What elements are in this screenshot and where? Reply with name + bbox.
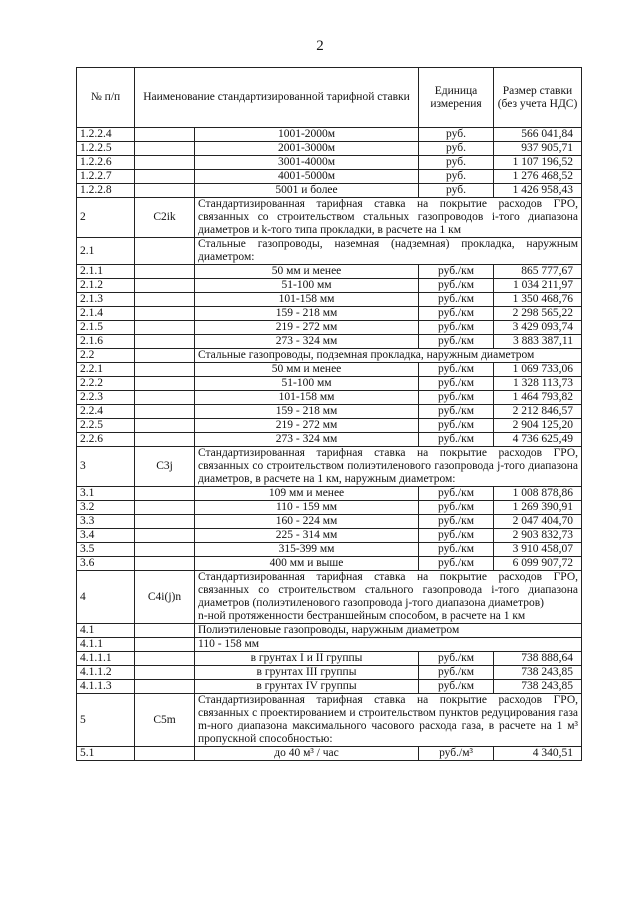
table-row (77, 279, 582, 293)
empty-code-cell (135, 652, 195, 666)
empty-code-cell (135, 279, 195, 293)
table-row (77, 363, 582, 377)
empty-code-cell (135, 128, 195, 142)
item-name: 2001-3000м (195, 142, 419, 156)
row-number: 2.1.1 (77, 265, 135, 279)
item-unit: руб./км (419, 487, 494, 501)
empty-code-cell (135, 238, 195, 265)
header-name: Наименование стандартизированной тарифной ставки (135, 68, 419, 128)
item-value: 937 905,71 (494, 142, 582, 156)
empty-code-cell (135, 363, 195, 377)
row-number: 2.2.5 (77, 419, 135, 433)
item-value: 3 910 458,07 (494, 543, 582, 557)
item-value: 1 034 211,97 (494, 279, 582, 293)
item-value: 2 298 565,22 (494, 307, 582, 321)
header-rate: Размер ставки (без учета НДС) (494, 68, 582, 128)
item-name: 5001 и более (195, 184, 419, 198)
table-row (77, 487, 582, 501)
table-row (77, 198, 582, 238)
item-value: 1 008 878,86 (494, 487, 582, 501)
item-name: в грунтах I и II группы (195, 652, 419, 666)
item-value: 566 041,84 (494, 128, 582, 142)
item-unit: руб./км (419, 377, 494, 391)
item-value: 4 340,51 (494, 747, 582, 761)
table-row (77, 680, 582, 694)
row-number: 1.2.2.6 (77, 156, 135, 170)
item-name: 225 - 314 мм (195, 529, 419, 543)
rate-code: C3j (135, 447, 195, 487)
row-number: 2.1 (77, 238, 135, 265)
item-unit: руб./м³ (419, 747, 494, 761)
item-name: 51-100 мм (195, 279, 419, 293)
row-number: 3.2 (77, 501, 135, 515)
item-unit: руб./км (419, 293, 494, 307)
table-row (77, 624, 582, 638)
item-name: 400 мм и выше (195, 557, 419, 571)
row-number: 3.1 (77, 487, 135, 501)
item-name: 159 - 218 мм (195, 307, 419, 321)
row-number: 2.2 (77, 349, 135, 363)
item-unit: руб./км (419, 335, 494, 349)
item-value: 4 736 625,49 (494, 433, 582, 447)
table-row (77, 747, 582, 761)
item-value: 1 107 196,52 (494, 156, 582, 170)
item-value: 2 212 846,57 (494, 405, 582, 419)
header-num: № п/п (77, 68, 135, 128)
item-value: 6 099 907,72 (494, 557, 582, 571)
row-number: 5.1 (77, 747, 135, 761)
item-name: 110 - 159 мм (195, 501, 419, 515)
row-number: 2.1.6 (77, 335, 135, 349)
row-number: 4.1.1 (77, 638, 135, 652)
empty-code-cell (135, 391, 195, 405)
empty-code-cell (135, 156, 195, 170)
row-number: 3 (77, 447, 135, 487)
table-row (77, 156, 582, 170)
rate-code: C2ik (135, 198, 195, 238)
table-row (77, 307, 582, 321)
item-unit: руб./км (419, 307, 494, 321)
item-unit: руб./км (419, 279, 494, 293)
empty-code-cell (135, 377, 195, 391)
row-number: 2.1.4 (77, 307, 135, 321)
row-number: 4.1 (77, 624, 135, 638)
rate-description (195, 571, 582, 624)
table-row (77, 293, 582, 307)
table-row (77, 349, 582, 363)
row-number: 2.1.5 (77, 321, 135, 335)
section-heading: Полиэтиленовые газопроводы, наружным диаметром (195, 624, 582, 638)
empty-code-cell (135, 293, 195, 307)
item-unit: руб./км (419, 501, 494, 515)
row-number: 2.1.3 (77, 293, 135, 307)
table-row (77, 184, 582, 198)
table-row (77, 128, 582, 142)
row-number: 1.2.2.4 (77, 128, 135, 142)
item-unit: руб./км (419, 529, 494, 543)
row-number: 1.2.2.8 (77, 184, 135, 198)
item-unit: руб./км (419, 265, 494, 279)
item-unit: руб. (419, 128, 494, 142)
empty-code-cell (135, 170, 195, 184)
rate-description-text: Стандартизированная тарифная ставка на покрытие расходов ГРО, связанных со строительством стального газопровода i-того диапазона диаметров (полиэтиленового газопровода j-того диапазона диаметров) (198, 571, 578, 609)
empty-code-cell (135, 487, 195, 501)
table-row (77, 142, 582, 156)
item-name: 159 - 218 мм (195, 405, 419, 419)
row-number: 3.5 (77, 543, 135, 557)
table-row (77, 405, 582, 419)
empty-code-cell (135, 543, 195, 557)
empty-code-cell (135, 265, 195, 279)
item-name: в грунтах IV группы (195, 680, 419, 694)
table-row (77, 694, 582, 747)
table-row (77, 529, 582, 543)
row-number: 1.2.2.5 (77, 142, 135, 156)
item-unit: руб./км (419, 666, 494, 680)
table-row (77, 170, 582, 184)
row-number: 3.4 (77, 529, 135, 543)
section-heading: 110 - 158 мм (195, 638, 582, 652)
rate-description (195, 694, 582, 747)
empty-code-cell (135, 349, 195, 363)
row-number: 2.2.2 (77, 377, 135, 391)
item-unit: руб./км (419, 391, 494, 405)
item-value: 2 903 832,73 (494, 529, 582, 543)
item-name: до 40 м³ / час (195, 747, 419, 761)
item-value: 1 426 958,43 (494, 184, 582, 198)
item-value: 738 243,85 (494, 666, 582, 680)
rate-description-text-cont: n-ной протяженности бестраншейным способом, в расчете на 1 км (198, 610, 526, 622)
row-number: 3.6 (77, 557, 135, 571)
section-heading: Стальные газопроводы, подземная прокладка, наружным диаметром (195, 349, 582, 363)
item-unit: руб. (419, 156, 494, 170)
item-unit: руб./км (419, 321, 494, 335)
item-name: 50 мм и менее (195, 265, 419, 279)
item-name: в грунтах III группы (195, 666, 419, 680)
empty-code-cell (135, 307, 195, 321)
row-number: 5 (77, 694, 135, 747)
row-number: 4.1.1.3 (77, 680, 135, 694)
item-name: 1001-2000м (195, 128, 419, 142)
item-name: 273 - 324 мм (195, 433, 419, 447)
table-row (77, 501, 582, 515)
table-row (77, 321, 582, 335)
table-row (77, 391, 582, 405)
empty-code-cell (135, 501, 195, 515)
rate-description (195, 447, 582, 487)
row-number: 1.2.2.7 (77, 170, 135, 184)
table-row (77, 557, 582, 571)
row-number: 2.2.4 (77, 405, 135, 419)
table-row (77, 571, 582, 624)
item-name: 3001-4000м (195, 156, 419, 170)
item-unit: руб./км (419, 363, 494, 377)
item-value: 1 350 468,76 (494, 293, 582, 307)
empty-code-cell (135, 624, 195, 638)
section-heading: Стальные газопроводы, наземная (надземная) прокладка, наружным диаметром: (195, 238, 582, 265)
item-unit: руб. (419, 184, 494, 198)
table-row (77, 515, 582, 529)
item-value: 1 069 733,06 (494, 363, 582, 377)
empty-code-cell (135, 666, 195, 680)
item-unit: руб. (419, 170, 494, 184)
item-unit: руб./км (419, 405, 494, 419)
empty-code-cell (135, 529, 195, 543)
item-name: 273 - 324 мм (195, 335, 419, 349)
table-row (77, 543, 582, 557)
rate-code: C4i(j)n (135, 571, 195, 624)
item-value: 3 429 093,74 (494, 321, 582, 335)
rate-description-text: Стандартизированная тарифная ставка на покрытие расходов ГРО, связанных с проектированием и строительством пунктов редуцирования газа m-ного диапазона максимального часового расхода газа, в расчете на 1 м³ пропускной способностью: (198, 694, 578, 745)
item-value: 1 464 793,82 (494, 391, 582, 405)
empty-code-cell (135, 184, 195, 198)
table-row (77, 666, 582, 680)
empty-code-cell (135, 142, 195, 156)
item-unit: руб./км (419, 419, 494, 433)
rate-description-text: Стандартизированная тарифная ставка на покрытие расходов ГРО, связанных со строительством полиэтиленового газопровода j-того диапазона диаметров, в расчете на 1 км, наружным диаметром: (198, 447, 578, 485)
rate-code: C5m (135, 694, 195, 747)
table-row (77, 265, 582, 279)
item-unit: руб./км (419, 652, 494, 666)
table-row (77, 638, 582, 652)
item-name: 219 - 272 мм (195, 419, 419, 433)
empty-code-cell (135, 419, 195, 433)
item-value: 1 269 390,91 (494, 501, 582, 515)
row-number: 4.1.1.2 (77, 666, 135, 680)
table-row (77, 377, 582, 391)
header-unit: Единица измерения (419, 68, 494, 128)
item-value: 2 047 404,70 (494, 515, 582, 529)
row-number: 2.2.1 (77, 363, 135, 377)
item-name: 109 мм и менее (195, 487, 419, 501)
empty-code-cell (135, 515, 195, 529)
item-unit: руб. (419, 142, 494, 156)
item-name: 160 - 224 мм (195, 515, 419, 529)
item-unit: руб./км (419, 433, 494, 447)
item-value: 1 328 113,73 (494, 377, 582, 391)
item-unit: руб./км (419, 543, 494, 557)
item-name: 51-100 мм (195, 377, 419, 391)
item-name: 219 - 272 мм (195, 321, 419, 335)
item-unit: руб./км (419, 680, 494, 694)
table-row (77, 652, 582, 666)
row-number: 4.1.1.1 (77, 652, 135, 666)
table-row (77, 238, 582, 265)
item-value: 3 883 387,11 (494, 335, 582, 349)
item-value: 738 243,85 (494, 680, 582, 694)
item-name: 101-158 мм (195, 391, 419, 405)
empty-code-cell (135, 321, 195, 335)
table-row (77, 335, 582, 349)
empty-code-cell (135, 433, 195, 447)
item-name: 4001-5000м (195, 170, 419, 184)
rate-description-text: Стандартизированная тарифная ставка на покрытие расходов ГРО, связанных со строительством стальных газопроводов i-того диапазона диаметров и k-того типа прокладки, в расчете на 1 км (198, 198, 578, 236)
row-number: 2.2.3 (77, 391, 135, 405)
empty-code-cell (135, 680, 195, 694)
item-unit: руб./км (419, 515, 494, 529)
page-number: 2 (316, 38, 324, 54)
item-value: 1 276 468,52 (494, 170, 582, 184)
table-row (77, 433, 582, 447)
row-number: 2.1.2 (77, 279, 135, 293)
item-value: 738 888,64 (494, 652, 582, 666)
empty-code-cell (135, 557, 195, 571)
item-name: 50 мм и менее (195, 363, 419, 377)
item-value: 865 777,67 (494, 265, 582, 279)
item-name: 315-399 мм (195, 543, 419, 557)
tariff-table (76, 67, 582, 761)
empty-code-cell (135, 405, 195, 419)
item-value: 2 904 125,20 (494, 419, 582, 433)
row-number: 2 (77, 198, 135, 238)
table-row (77, 447, 582, 487)
item-unit: руб./км (419, 557, 494, 571)
row-number: 3.3 (77, 515, 135, 529)
row-number: 2.2.6 (77, 433, 135, 447)
empty-code-cell (135, 638, 195, 652)
table-row (77, 419, 582, 433)
rate-description (195, 198, 582, 238)
item-name: 101-158 мм (195, 293, 419, 307)
empty-code-cell (135, 335, 195, 349)
empty-code-cell (135, 747, 195, 761)
table-header-row (77, 68, 582, 128)
row-number: 4 (77, 571, 135, 624)
